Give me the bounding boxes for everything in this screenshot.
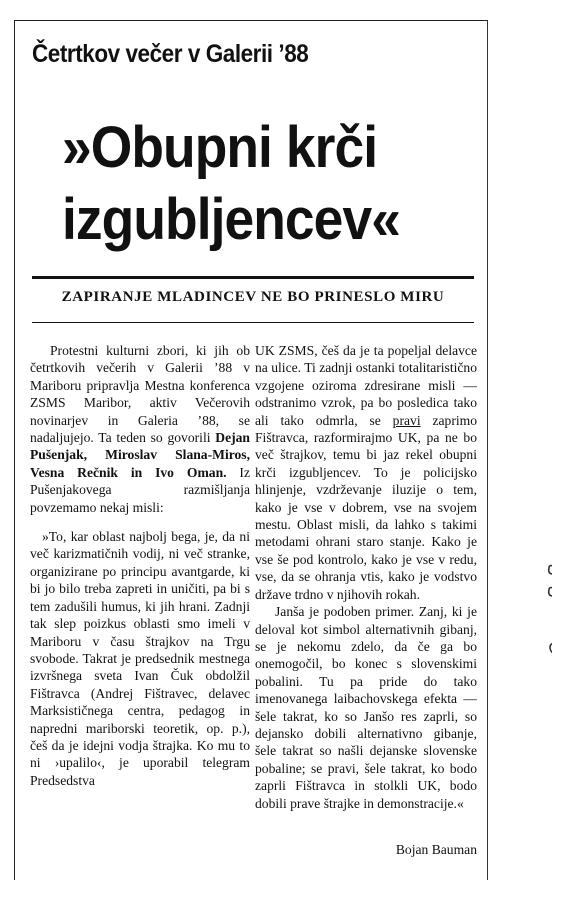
right-p1-text: UK ZSMS, češ da je ta popeljal delavce na ulice. Ti zadnji ostanki totalitaristično vzgojene oziroma zdresirane misli — odstranimo vzrok, pa bo posledica tako ali tako odmrla, se [255,343,477,428]
left-paragraph-1 [30,342,250,516]
article-column-left [30,342,250,789]
handwritten-date-drawing [492,540,552,660]
article-column-right [255,342,477,812]
left-p1-text-end: Iz Pušenjakovega razmišljanja povzemamo nekaj misli: [30,464,250,515]
right-paragraph-2: Janša je podoben primer. Zanj, ki je deloval kot simbol alternativnih gibanj, se je nekomu zdelo, da če ga bo onemogočil, bo konec s slovenskimi pobalini. Tu pa pride do tako imenovanega laibachovskega efekta — šele takrat, ko so Janšo res zaprli, so dejansko dobili alternativno gibanje, šele takrat so našli dejanske slovenske pobaline; se pravi, šele takrat, ko bodo zaprli Fištravca in stolkli UK, bodo dobili prave štrajke in demonstracije.« [255,604,477,811]
left-paragraph-2: »To, kar oblast najbolj bega, je, da ni več karizmatičnih vodij, ni več stranke, organizirane po principu avantgarde, ki bi jo bilo treba zapreti in uničiti, pa bi s tem zadušili humus, ki jih hrani. Zadnji tak slep poizkus oblasti smo imeli v Mariboru v času štrajkov na Trgu svobode. Takrat je predsednik mestnega izvršnega sveta Ivan Čuk obdolžil Fištravca (Andrej Fištravec, delavec Marksističnega centra, pedagog in napredni mariborski teoretik, op. p.), češ da je idejni vodja štrajka. Ko mu to ni ›upalilo‹, je uporabil telegram Predsedstva [30,529,250,788]
speaker-names: Dejan Pušenjak, Miroslav Slana-Miros, Vesna Rečnik in Ivo Oman. [30,430,250,480]
article-kicker: Četrtkov večer v Galerii ’88 [32,40,309,68]
right-p1-text-end: zaprimo Fištravca, razformirajmo UK, pa ne bo več štrajkov, temu bi jaz rekel obupni krči izgubljencev. To je policijsko hlinjenje, vzdrževanje iluzije o tem, kako je vse v dobrem, vse na svojem mestu. Oblast misli, da lahko s takimi metodami ohrani staro stanje. Kako je vse še pod kontrolo, kako je vse v redu, vse, da se ohranja vtis, kako je vodstvo države trdno v njihovih rokah. [255,412,478,602]
headline-rule-bottom [32,322,474,323]
article-headline: »Obupni krči izgubljencev« [62,115,400,252]
right-paragraph-1 [255,342,477,603]
headline-rule-top [32,276,474,279]
article-subhead: ZAPIRANJE MLADINCEV NE BO PRINESLO MIRU [61,289,445,305]
underlined-word: pravi [392,412,421,428]
left-p1-text: Protestni kulturni zbori, ki jih ob četrtkovih večerih v Galerii ’88 v Mariboru pripravlja Mestna konferenca ZSMS Maribor, aktiv Večerovih novinarjev in Galeria ’88, se nadaljujejo. Ta teden so govorili [30,343,250,446]
author-signature: Bojan Bauman [395,842,477,857]
handwritten-date [492,540,552,660]
